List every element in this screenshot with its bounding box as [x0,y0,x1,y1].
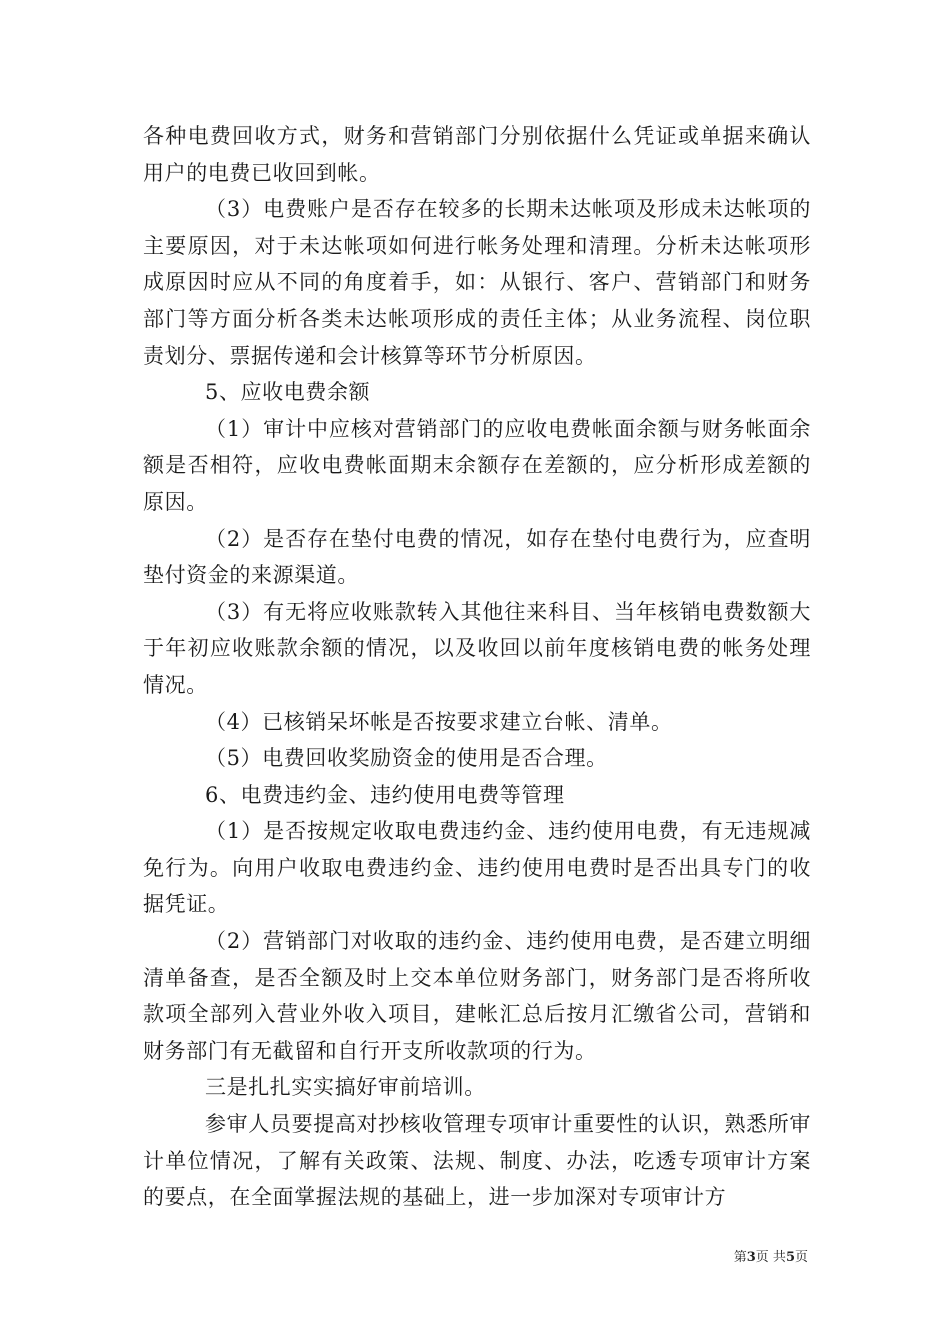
paragraph-12: 三是扎扎实实搞好审前培训。 [205,1075,486,1100]
paragraph-1: 各种电费回收方式，财务和营销部门分别依据什么凭证或单据来确认用户的电费已收回到帐。 [143,124,811,185]
paragraph-2: （3）电费账户是否存在较多的长期未达帐项及形成未达帐项的主要原因，对于未达帐项如何进行帐务处理和清理。分析未达帐项形成原因时应从不同的角度着手，如：从银行、客户、营销部门和财务部门等方面分析各类未达帐项形成的责任主体；从业务流程、岗位职责划分、票据传递和会计核算等环节分析原因。 [143,197,811,368]
section-heading-6: 6、电费违约金、违约使用电费等管理 [205,782,565,807]
footer-current-page: 3 [746,1250,756,1265]
footer-total-pages: 5 [785,1250,795,1265]
footer-suffix: 页 [794,1250,808,1265]
section-heading-5: 5、应收电费余额 [205,380,371,405]
paragraph-8: （5）电费回收奖励资金的使用是否合理。 [205,746,608,771]
footer-prefix: 第 [733,1250,747,1265]
paragraph-13: 参审人员要提高对抄核收管理专项审计重要性的认识，熟悉所审计单位情况，了解有关政策、法规、制度、办法，吃透专项审计方案的要点，在全面掌握法规的基础上，进一步加深对专项审计方 [143,1112,811,1210]
paragraph-7: （4）已核销呆坏帐是否按要求建立台帐、清单。 [205,709,673,734]
paragraph-6: （3）有无将应收账款转入其他往来科目、当年核销电费数额大于年初应收账款余额的情况，以及收回以前年度核销电费的帐务处理情况。 [143,599,811,697]
document-body [143,118,811,1216]
page-footer [0,1246,808,1265]
footer-middle: 页 共 [755,1250,786,1265]
paragraph-4: （1）审计中应核对营销部门的应收电费帐面余额与财务帐面余额是否相符，应收电费帐面期末余额存在差额的，应分析形成差额的原因。 [143,416,811,514]
paragraph-11: （2）营销部门对收取的违约金、违约使用电费，是否建立明细清单备查，是否全额及时上交本单位财务部门，财务部门是否将所收款项全部列入营业外收入项目，建帐汇总后按月汇缴省公司，营销和财务部门有无截留和自行开支所收款项的行为。 [143,929,811,1063]
paragraph-10: （1）是否按规定收取电费违约金、违约使用电费，有无违规减免行为。向用户收取电费违约金、违约使用电费时是否出具专门的收据凭证。 [143,819,811,917]
paragraph-5: （2）是否存在垫付电费的情况，如存在垫付电费行为，应查明垫付资金的来源渠道。 [143,526,811,588]
